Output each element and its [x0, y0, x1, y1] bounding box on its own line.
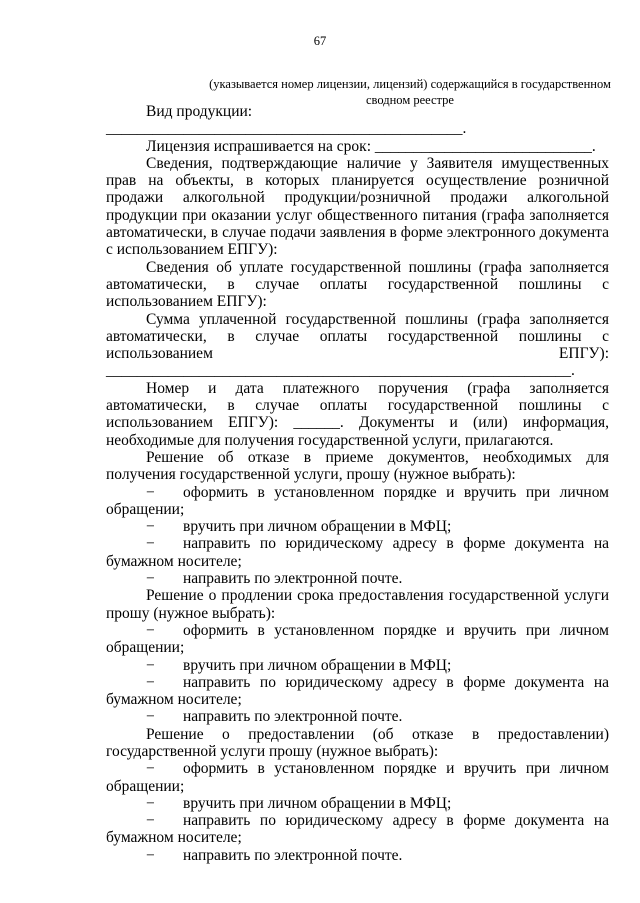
list-item-text: вручить при личном обращении в МФЦ; — [183, 518, 452, 536]
document-body — [106, 103, 609, 864]
list-item — [106, 518, 609, 535]
duty-amount-paragraph: Сумма уплаченной государственной пошлины (графа заполняется автоматически, в случае оплаты государственной пошлины с использованием ЕПГУ): ____________________________________________________________. — [106, 310, 609, 380]
list-item-text: оформить в установленном порядке и вручить при личном обращении; — [106, 621, 609, 657]
list-item — [106, 760, 609, 795]
dash-marker: − — [146, 673, 155, 691]
dash-marker: − — [146, 812, 155, 830]
list-item — [106, 708, 609, 725]
list-item-text: вручить при личном обращении в МФЦ; — [183, 794, 452, 812]
registry-note: (указывается номер лицензии, лицензий) содержащийся в государственном сводном реестре — [209, 77, 611, 107]
list-item — [106, 795, 609, 812]
list-item-text: направить по юридическому адресу в форме документа на бумажном носителе; — [106, 535, 609, 570]
list-item — [106, 657, 609, 674]
payment-order-paragraph: Номер и дата платежного поручения (графа заполняется автоматически, в случае оплаты государственной пошлины с использованием ЕПГУ): ______. Документы и (или) информация, необходимые для получения государственной услуги, прилагаются. — [106, 379, 609, 449]
list-item-text: направить по электронной почте. — [183, 846, 403, 864]
list-item — [106, 622, 609, 657]
section-heading: Решение о предоставлении (об отказе в предоставлении) государственной услуги прошу (нужное выбрать): — [106, 725, 609, 760]
list-item-text: направить по юридическому адресу в форме документа на бумажном носителе; — [106, 673, 609, 709]
dash-marker: − — [146, 794, 155, 812]
list-item — [106, 847, 609, 864]
dash-marker: − — [146, 518, 155, 536]
list-item — [106, 484, 609, 519]
dash-marker: − — [146, 621, 155, 639]
dash-marker: − — [146, 483, 155, 501]
list-item-text: направить по юридическому адресу в форме документа на бумажном носителе; — [106, 812, 609, 847]
list-item — [106, 812, 609, 847]
dash-marker: − — [146, 846, 155, 864]
dash-marker: − — [146, 570, 155, 588]
dash-marker: − — [146, 708, 155, 726]
section-heading: Решение об отказе в приеме документов, необходимых для получения государственной услуги, прошу (нужное выбрать): — [106, 448, 609, 484]
list-item-text: вручить при личном обращении в МФЦ; — [183, 656, 452, 674]
dash-marker: − — [146, 535, 155, 553]
list-item — [106, 674, 609, 709]
list-item — [106, 570, 609, 587]
list-item-text: направить по электронной почте. — [183, 708, 403, 726]
license-term-line: Лицензия испрашивается на срок: ____________________________. — [146, 137, 596, 155]
page-number: 67 — [313, 34, 327, 48]
duty-payment-paragraph: Сведения об уплате государственной пошлины (графа заполняется автоматически, в случае оплаты государственной пошлины с использованием ЕПГУ): — [106, 258, 609, 311]
list-item-text: оформить в установленном порядке и вручить при личном обращении; — [106, 760, 609, 795]
list-item-text: направить по электронной почте. — [183, 570, 403, 588]
property-rights-paragraph: Сведения, подтверждающие наличие у Заявителя имущественных прав на объекты, в которых планируется осуществление розничной продажи алкогольной продукции/розничной продажи алкогольной продукции при оказании услуг общественного питания (графа заполняется автоматически, в случае подачи заявления в форме электронного документа с использованием ЕПГУ): — [106, 154, 609, 259]
section-heading: Решение о продлении срока предоставления государственной услуги прошу (нужное выбрать): — [106, 587, 609, 622]
dash-marker: − — [146, 760, 155, 778]
list-item-text: оформить в установленном порядке и вручить при личном обращении; — [106, 483, 609, 518]
product-type-line: Вид продукции: ______________________________________________. — [106, 103, 467, 138]
list-item — [106, 535, 609, 570]
dash-marker: − — [146, 656, 155, 674]
